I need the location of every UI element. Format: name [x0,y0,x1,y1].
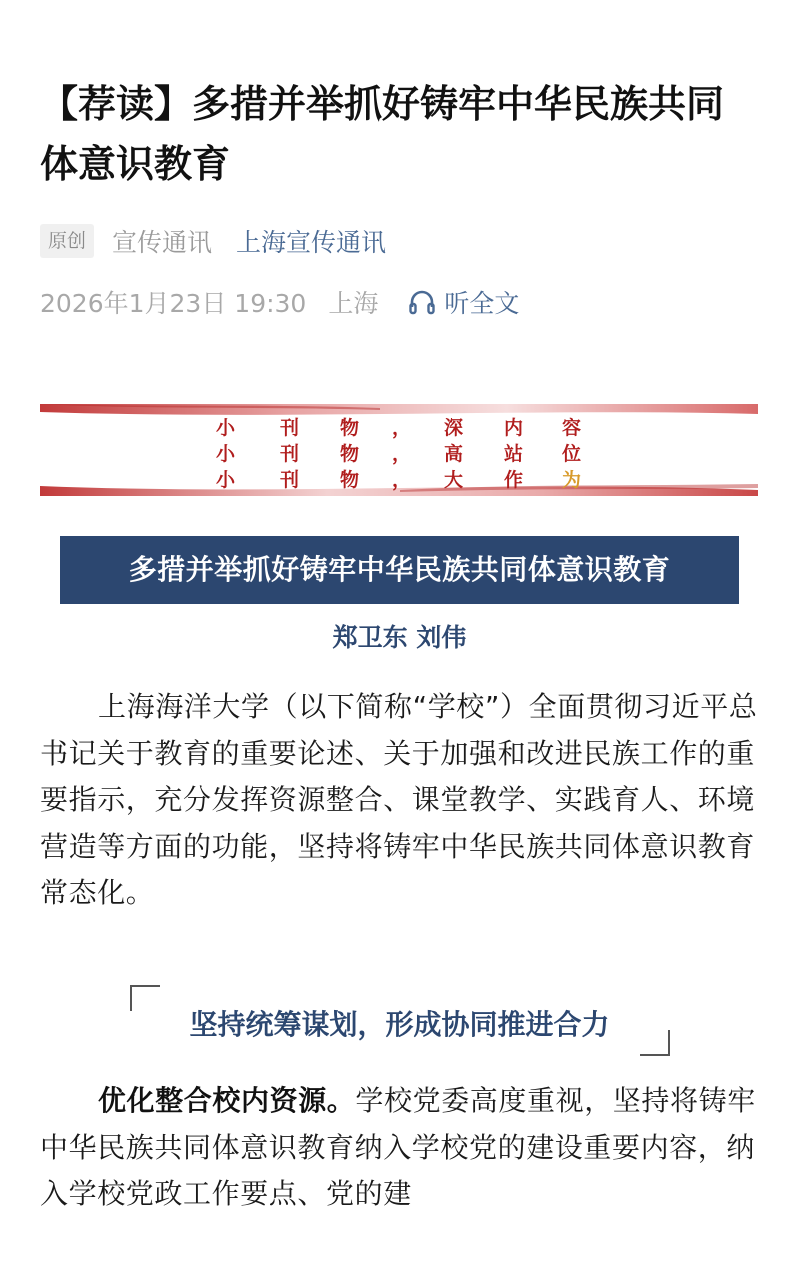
banner-char: 为 [562,469,582,491]
banner-char: 内 [504,417,524,439]
article-title: 【荐读】多措并举抓好铸牢中华民族共同体意识教育 [40,82,725,186]
banner-char: 小 [216,417,236,439]
banner-char: ， [392,469,412,491]
paragraph-lead: 优化整合校内资源。 [98,1084,356,1117]
source-name[interactable]: 宣传通讯 [112,228,213,257]
article-meta-source [40,221,386,261]
section-subheading: 坚持统筹谋划，形成协同推进合力 [189,1008,610,1041]
banner-char: 刊 [280,443,300,465]
corner-bracket-bottom-right [640,1030,670,1056]
banner-char: 刊 [280,469,300,491]
banner-char: 小 [216,469,236,491]
article-meta-time [40,283,519,321]
banner-char: 作 [504,469,524,491]
banner-char: 物 [340,443,360,465]
banner-char: 站 [504,443,524,465]
banner-char: 物 [340,469,360,491]
listen-button[interactable] [408,284,519,320]
headphones-icon [408,289,436,315]
original-badge: 原创 [40,224,94,258]
author-line: 郑卫东 刘伟 [332,623,467,652]
account-link[interactable]: 上海宣传通讯 [236,228,387,257]
paragraph-intro: 上海海洋大学（以下简称“学校”）全面贯彻习近平总书记关于教育的重要论述、关于加强和改进民族工作的重要指示，充分发挥资源整合、课堂教学、实践育人、环境营造等方面的功能，坚持将铸牢中华民族共同体意识教育常态化。 [40,690,758,909]
banner-char: ， [392,417,412,439]
banner-row [40,439,758,465]
banner-char: 小 [216,443,236,465]
banner-row [40,413,758,439]
banner-char: 物 [340,417,360,439]
banner-char: 大 [444,469,464,491]
banner-char: 高 [444,443,464,465]
publish-location: 上海 [328,289,379,318]
promo-banner [40,404,758,496]
paragraph-resources [40,1078,760,1218]
article-heading-bar: 多措并举抓好铸牢中华民族共同体意识教育 [60,536,739,604]
banner-char: 刊 [280,417,300,439]
banner-char: 位 [562,443,582,465]
publish-datetime: 2026年1月23日 19:30 [40,289,307,318]
banner-row [40,465,758,491]
banner-char: 容 [562,417,582,439]
banner-char: ， [392,443,412,465]
paragraph-text: 学校党委高度重视，坚持将铸牢中华民族共同体意识教育纳入学校党的建设重要内容，纳入学校党政工作要点、党的建 [40,1084,756,1210]
banner-char: 深 [444,417,464,439]
listen-label: 听全文 [444,289,520,318]
